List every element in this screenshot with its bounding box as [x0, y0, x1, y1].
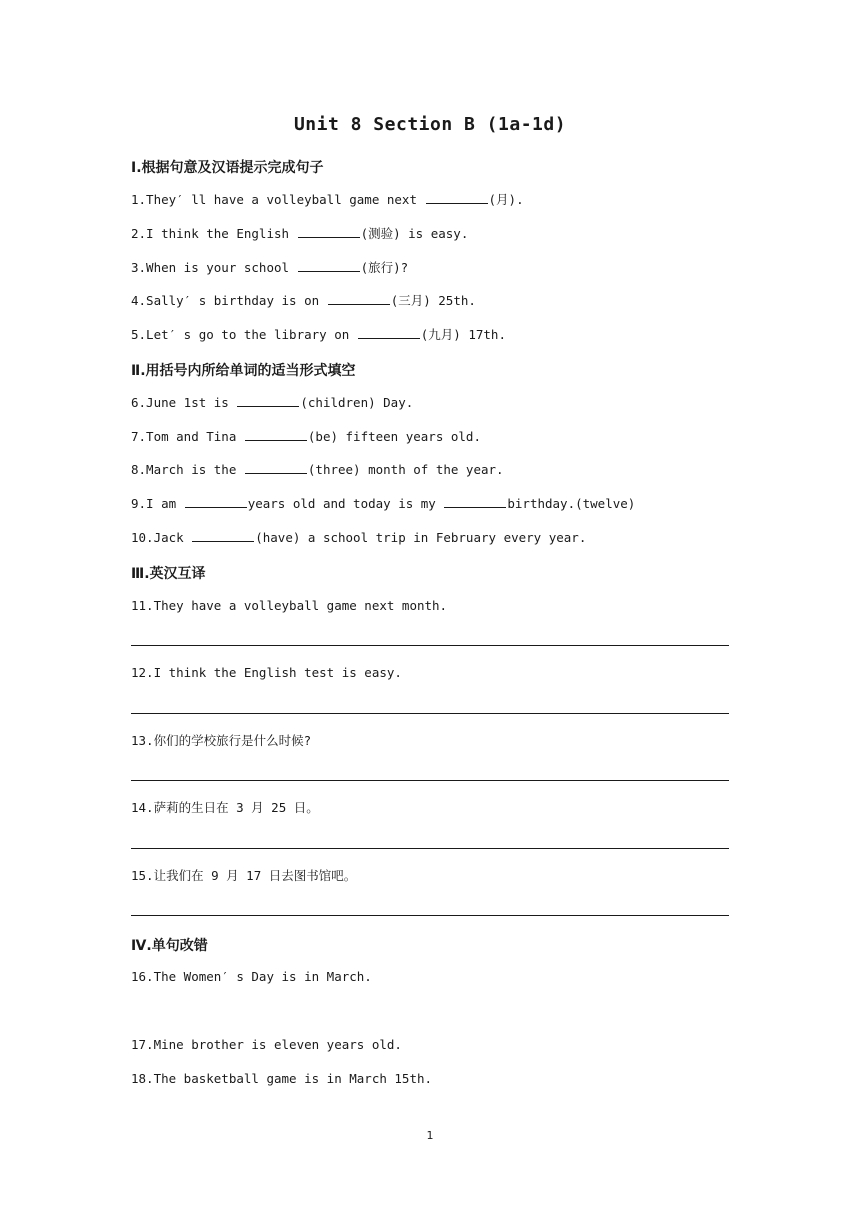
question-2-text: 2.I think the English — [131, 226, 290, 241]
answer-blank[interactable] — [245, 429, 307, 441]
page-number: 1 — [426, 1129, 434, 1142]
question-4-hint: (三月) 25th. — [390, 293, 476, 308]
section-heading-3: Ⅲ.英汉互译 — [131, 566, 206, 582]
question-3-text: 3.When is your school — [131, 260, 290, 275]
question-10-hint: (have) a school trip in February every year. — [255, 530, 587, 545]
question-5-text: 5.Let′ s go to the library on — [131, 327, 350, 342]
question-8 — [131, 461, 504, 479]
question-10-text: 10.Jack — [131, 530, 184, 545]
question-1-text: 1.They′ ll have a volleyball game next — [131, 192, 417, 207]
answer-blank[interactable] — [426, 192, 488, 204]
answer-line-12[interactable] — [131, 713, 729, 714]
question-4 — [131, 292, 476, 310]
answer-blank[interactable] — [185, 496, 247, 508]
question-17: 17.Mine brother is eleven years old. — [131, 1037, 402, 1052]
question-7-hint: (be) fifteen years old. — [307, 429, 481, 444]
question-4-text: 4.Sally′ s birthday is on — [131, 293, 320, 308]
question-9 — [131, 495, 635, 513]
answer-line-13[interactable] — [131, 780, 729, 781]
answer-blank[interactable] — [328, 293, 390, 305]
question-8-hint: (three) month of the year. — [307, 462, 504, 477]
question-9-middle: years old and today is my — [247, 496, 436, 511]
answer-blank[interactable] — [298, 260, 360, 272]
question-1 — [131, 191, 524, 209]
page-title: Unit 8 Section B (1a-1d) — [293, 114, 567, 135]
question-10 — [131, 529, 586, 547]
question-1-hint: (月). — [488, 192, 524, 207]
question-15: 15.让我们在 9 月 17 日去图书馆吧。 — [131, 868, 357, 883]
section-heading-4: Ⅳ.单句改错 — [131, 938, 208, 954]
question-13: 13.你们的学校旅行是什么时候? — [131, 733, 312, 748]
section-heading-2: Ⅱ.用括号内所给单词的适当形式填空 — [131, 363, 356, 379]
question-9-hint: birthday.(twelve) — [507, 496, 636, 511]
answer-line-15[interactable] — [131, 915, 729, 916]
question-5 — [131, 326, 506, 344]
question-12: 12.I think the English test is easy. — [131, 665, 402, 680]
question-7 — [131, 428, 481, 446]
question-7-text: 7.Tom and Tina — [131, 429, 237, 444]
question-16: 16.The Women′ s Day is in March. — [131, 969, 372, 984]
question-8-text: 8.March is the — [131, 462, 237, 477]
question-5-hint: (九月) 17th. — [420, 327, 506, 342]
question-11: 11.They have a volleyball game next month. — [131, 598, 448, 613]
question-3-hint: (旅行)? — [360, 260, 409, 275]
question-2 — [131, 225, 468, 243]
question-2-hint: (测验) is easy. — [360, 226, 469, 241]
answer-blank[interactable] — [245, 462, 307, 474]
answer-blank[interactable] — [298, 226, 360, 238]
answer-line-11[interactable] — [131, 645, 729, 646]
question-6 — [131, 394, 413, 412]
question-9-text: 9.I am — [131, 496, 177, 511]
answer-blank[interactable] — [237, 395, 299, 407]
question-3 — [131, 259, 408, 277]
question-18: 18.The basketball game is in March 15th. — [131, 1071, 433, 1086]
question-14: 14.萨莉的生日在 3 月 25 日。 — [131, 800, 319, 815]
question-6-hint: (children) Day. — [300, 395, 414, 410]
answer-line-14[interactable] — [131, 848, 729, 849]
question-6-text: 6.June 1st is — [131, 395, 229, 410]
answer-blank[interactable] — [358, 327, 420, 339]
section-heading-1: Ⅰ.根据句意及汉语提示完成句子 — [131, 160, 324, 176]
answer-blank[interactable] — [192, 530, 254, 542]
answer-blank[interactable] — [444, 496, 506, 508]
